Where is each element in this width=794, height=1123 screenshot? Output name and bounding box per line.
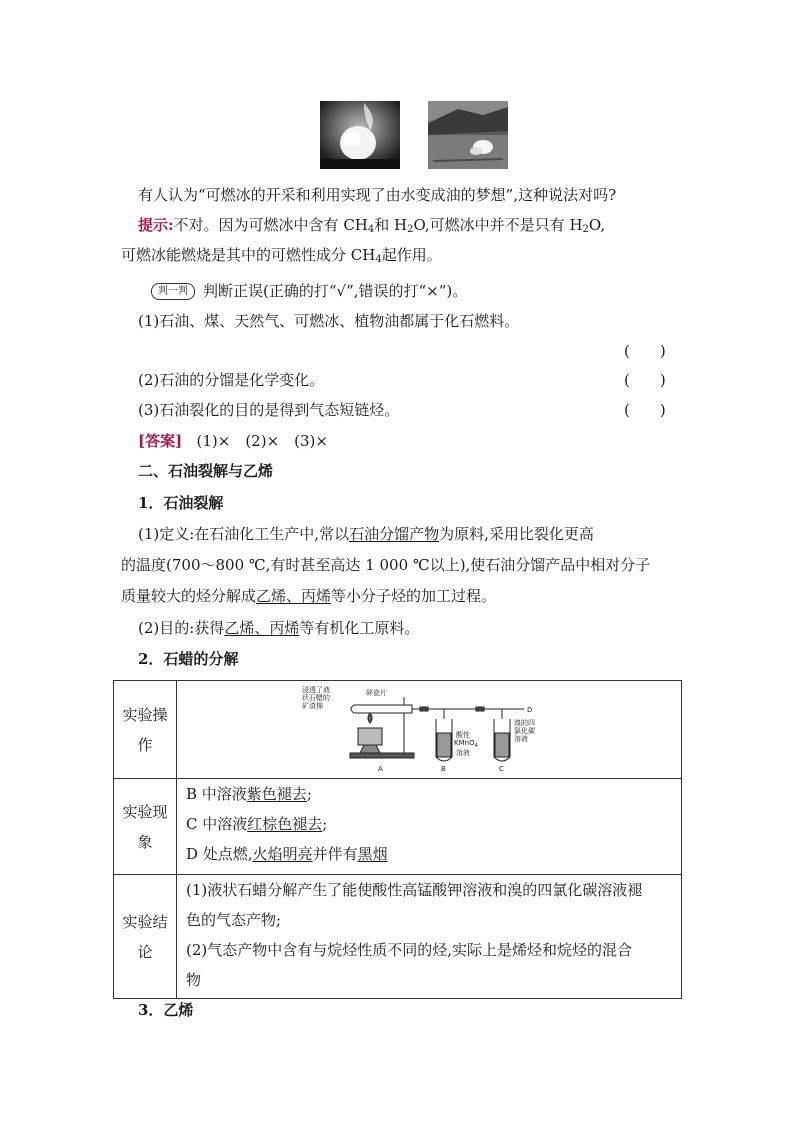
definition-line-3: 质量较大的烃分解成乙烯、丙烯等小分子烃的加工过程。 — [121, 587, 497, 605]
conclusion-line-4: 物 — [186, 971, 202, 989]
answer-label: [答案] — [138, 432, 183, 450]
photo-combustible-ice — [320, 101, 400, 169]
table-row-phenomena — [114, 778, 681, 875]
definition-line-1: (1)定义:在石油化工生产中,常以石油分馏产物为原料,采用比裂化更高 — [138, 525, 594, 543]
diagram-label-bromine-3: 溶液 — [514, 735, 528, 743]
section-title: 二、石油裂解与乙烯 — [138, 462, 274, 480]
conclusion-line-2: 色的气态产物; — [186, 911, 282, 929]
judge-title: 判断正误(正确的打“√”,错误的打“×”)。 — [203, 282, 468, 300]
diagram-label-C: C — [499, 765, 504, 773]
goal-line: (2)目的:获得乙烯、丙烯等有机化工原料。 — [138, 619, 420, 637]
subsection-ethylene: 3．乙烯 — [138, 1001, 194, 1019]
table-header-conclusion: 实验结 论 — [114, 875, 177, 999]
phenomenon-D: D 处点燃,火焰明亮并伴有黑烟 — [186, 845, 388, 863]
table-header-phenomena: 实验现 象 — [114, 779, 177, 875]
table-header-operation: 实验操 作 — [114, 681, 177, 778]
table-row-operation — [114, 681, 681, 778]
answer-blank-2: ( ) — [624, 371, 666, 389]
apparatus-diagram — [294, 683, 554, 779]
answer-blank-1: ( ) — [624, 342, 666, 360]
experiment-table — [113, 680, 682, 999]
subsection-cracking: 1．石油裂解 — [138, 494, 224, 512]
diagram-label-D: D — [527, 706, 533, 714]
judge-item-1: (1)石油、煤、天然气、可燃冰、植物油都属于化石燃料。 — [138, 312, 520, 330]
diagram-label-kmno4-1: 酸性 — [456, 731, 470, 739]
answer-blank-3: ( ) — [624, 401, 666, 419]
phenomenon-C: C 中溶液红棕色褪去; — [186, 815, 328, 833]
diagram-label-paraffin-3: 矿渣棉 — [302, 702, 323, 710]
answer-line: [答案] (1)× (2)× (3)× — [138, 432, 328, 450]
diagram-label-paraffin-2: 状石蜡的 — [302, 694, 330, 702]
diagram-label-B: B — [441, 765, 446, 773]
definition-line-2: 的温度(700～800 ℃,有时甚至高达 1 000 ℃以上),使石油分馏产品中相对分子 — [121, 556, 651, 574]
conclusion-line-3: (2)气态产物中含有与烷烃性质不同的烃,实际上是烯烃和烷烃的混合 — [186, 941, 633, 959]
diagram-label-chips: 碎瓷片 — [366, 689, 387, 697]
diagram-label-bromine-2: 氯化碳 — [514, 727, 535, 735]
question-text: 有人认为“可燃冰的开采和利用实现了由水变成油的梦想”,这种说法对吗? — [138, 186, 617, 204]
hint-line-2: 可燃冰能燃烧是其中的可燃性成分 $CH_4$起作用。 — [121, 246, 442, 265]
conclusion-line-1: (1)液状石蜡分解产生了能使酸性高锰酸钾溶液和溴的四氯化碳溶液褪 — [186, 881, 643, 899]
phenomenon-B: B 中溶液紫色褪去; — [186, 785, 312, 803]
diagram-label-A: A — [378, 765, 383, 773]
table-row-conclusion — [114, 874, 681, 999]
hint-line-1: 提示:不对。因为可燃冰中含有 $CH_4$和 $H_2O$,可燃冰中并不是只有 $H_2O$, — [138, 216, 606, 235]
judge-badge: 判一判 — [151, 283, 195, 300]
diagram-label-bromine-1: 溴的四 — [514, 719, 535, 727]
hint-label: 提示: — [138, 216, 174, 234]
judge-item-2: (2)石油的分馏是化学变化。 — [138, 371, 325, 389]
judge-item-3: (3)石油裂化的目的是得到气态短链烃。 — [138, 401, 400, 419]
subsection-paraffin: 2．石蜡的分解 — [138, 650, 239, 668]
diagram-label-kmno4-3: 溶液 — [456, 749, 470, 757]
diagram-label-kmno4-2: KMnO$_4$ — [454, 739, 478, 749]
diagram-label-paraffin-1: 浸透了液 — [302, 686, 330, 694]
photo-ice-burning-sea — [428, 101, 508, 169]
